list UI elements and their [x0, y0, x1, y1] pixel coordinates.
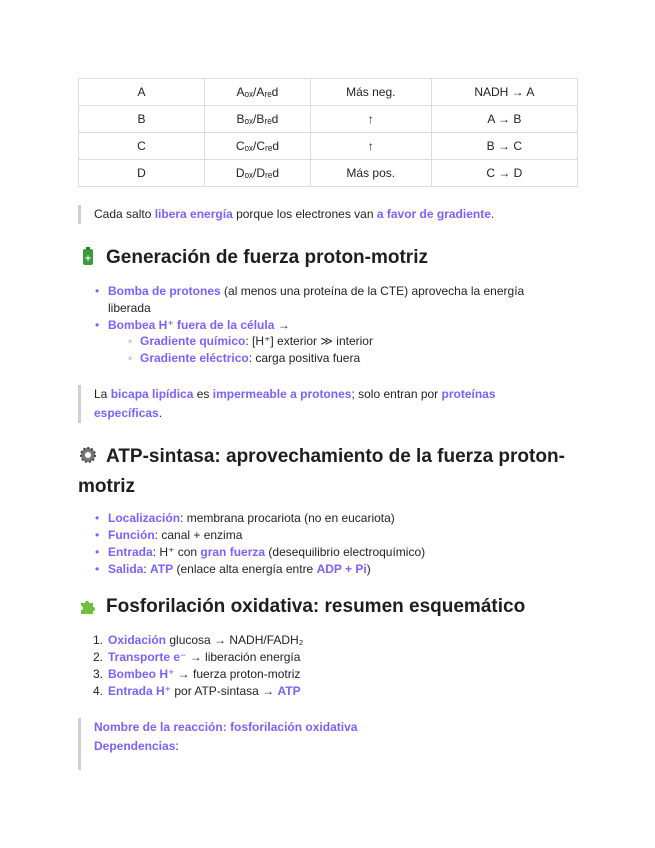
table-row: [79, 160, 578, 187]
highlight-term: Función: [108, 528, 155, 542]
table-cell: B: [79, 106, 205, 133]
highlight-a-favor-gradiente: a favor de gradiente: [376, 207, 491, 221]
highlight-term: Gradiente químico: [140, 334, 246, 348]
list-item: [78, 683, 548, 700]
list-item: [78, 527, 548, 544]
quote-text: .: [490, 207, 495, 221]
table-cell: Dₒₓ/Dᵣₑd: [205, 160, 311, 187]
list-text: (al menos una proteína de la CTE) aprovecha la energía liberada: [108, 284, 525, 315]
list-item: [78, 283, 548, 317]
quote-text: es: [193, 387, 213, 401]
energy-quote: [78, 205, 574, 224]
table-cell: Bₒₓ/Bᵣₑd: [205, 106, 311, 133]
list-item: [78, 510, 548, 527]
list-item: [78, 544, 548, 561]
table-row: [79, 79, 578, 106]
summary-list: [78, 632, 548, 700]
highlight-term: Salida: [108, 562, 144, 576]
highlight-term: Bombeo H⁺: [108, 667, 175, 681]
heading-text: motriz: [78, 476, 135, 497]
list-item: [78, 333, 548, 350]
atp-sintasa-list: [78, 510, 548, 578]
list-number: 2.: [93, 650, 104, 664]
highlight-term: Gradiente eléctrico: [140, 351, 249, 365]
quote-text: porque los electrones van: [232, 207, 377, 221]
table-cell: Aₒₓ/Aᵣₑd: [205, 79, 311, 106]
table-cell: NADH → A: [431, 79, 577, 106]
list-text: : canal + enzima: [154, 528, 243, 542]
quote-text: La: [94, 387, 111, 401]
highlight-term: proteínas específicas: [94, 387, 496, 420]
highlight-term: ATP: [277, 684, 301, 698]
list-text: : [H⁺] exterior ≫ interior: [245, 334, 373, 348]
gear-icon: [78, 445, 98, 465]
highlight-term: Entrada: [108, 545, 153, 559]
heading-text: ATP-sintasa: aprovechamiento de la fuerza proton-: [106, 446, 565, 467]
svg-text:+: +: [84, 254, 92, 264]
quote-text: ; solo entran por: [351, 387, 442, 401]
list-number: 4.: [93, 684, 104, 698]
quote-text: .: [158, 406, 163, 420]
highlight-term: impermeable a protones: [212, 387, 352, 401]
list-text: ): [366, 562, 371, 576]
highlight-term: Bombea H⁺ fuera de la célula: [108, 318, 275, 332]
table-cell: A: [79, 79, 205, 106]
table-row: [79, 133, 578, 160]
table-row: [79, 106, 578, 133]
list-text: por ATP-sintasa →: [171, 684, 278, 698]
redox-table-wrapper: [78, 78, 578, 187]
table-cell: C → D: [431, 160, 577, 187]
bilayer-quote: [78, 385, 544, 423]
gradient-sublist: [78, 333, 548, 367]
list-text: :: [143, 562, 151, 576]
list-item: [78, 649, 548, 666]
reaction-name-line: [94, 718, 544, 737]
dependencies-line: [94, 737, 544, 756]
list-text: →: [274, 318, 290, 332]
list-item: [78, 350, 548, 367]
table-cell: Cₒₓ/Cᵣₑd: [205, 133, 311, 160]
table-cell: D: [79, 160, 205, 187]
list-text: → fuerza proton-motriz: [174, 667, 301, 681]
redox-table: [78, 78, 578, 187]
separator: :: [222, 720, 231, 734]
heading-atp-sintasa: [78, 442, 578, 502]
heading-generacion-fuerza: [78, 243, 578, 273]
table-cell: ↑: [310, 106, 431, 133]
separator: :: [175, 739, 179, 753]
list-number: 3.: [93, 667, 104, 681]
list-text: (desequilibrio electroquímico): [265, 545, 426, 559]
heading-fosforilacion: [78, 592, 578, 622]
list-text: → liberación energía: [186, 650, 301, 664]
battery-icon: [78, 246, 98, 266]
table-cell: B → C: [431, 133, 577, 160]
highlight-term: Bomba de protones: [108, 284, 221, 298]
metadata-quote: [78, 718, 544, 770]
table-cell: Más pos.: [310, 160, 431, 187]
highlight-term: fosforilación oxidativa: [230, 720, 358, 734]
heading-text: Fosforilación oxidativa: resumen esquemático: [106, 596, 526, 617]
highlight-term: gran fuerza: [200, 545, 266, 559]
puzzle-icon: [78, 595, 98, 615]
highlight-term: Transporte e⁻: [108, 650, 187, 664]
list-text: (enlace alta energía entre: [173, 562, 317, 576]
highlight-libera-energia: libera energía: [154, 207, 233, 221]
highlight-term: bicapa lipídica: [110, 387, 194, 401]
table-cell: A → B: [431, 106, 577, 133]
highlight-term: Localización: [108, 511, 181, 525]
highlight-term: Nombre de la reacción: [94, 720, 223, 734]
list-text: : H⁺ con: [152, 545, 201, 559]
list-text: : membrana procariota (no en eucariota): [180, 511, 395, 525]
highlight-term: ADP + Pi: [316, 562, 367, 576]
list-item: [78, 632, 548, 649]
list-item: [78, 666, 548, 683]
table-cell: C: [79, 133, 205, 160]
heading-text: Generación de fuerza proton-motriz: [106, 247, 428, 268]
highlight-term: ATP: [150, 562, 174, 576]
list-text: glucosa → NADH/FADH₂: [166, 633, 304, 647]
list-item: [78, 561, 548, 578]
table-cell: Más neg.: [310, 79, 431, 106]
highlight-term: Entrada H⁺: [108, 684, 172, 698]
table-cell: ↑: [310, 133, 431, 160]
highlight-term: Oxidación: [108, 633, 167, 647]
proton-pump-list: [78, 283, 548, 334]
quote-text: Cada salto: [94, 207, 155, 221]
highlight-term: Dependencias: [94, 739, 176, 753]
list-item: [78, 317, 548, 334]
list-number: 1.: [93, 633, 104, 647]
list-text: : carga positiva fuera: [248, 351, 361, 365]
